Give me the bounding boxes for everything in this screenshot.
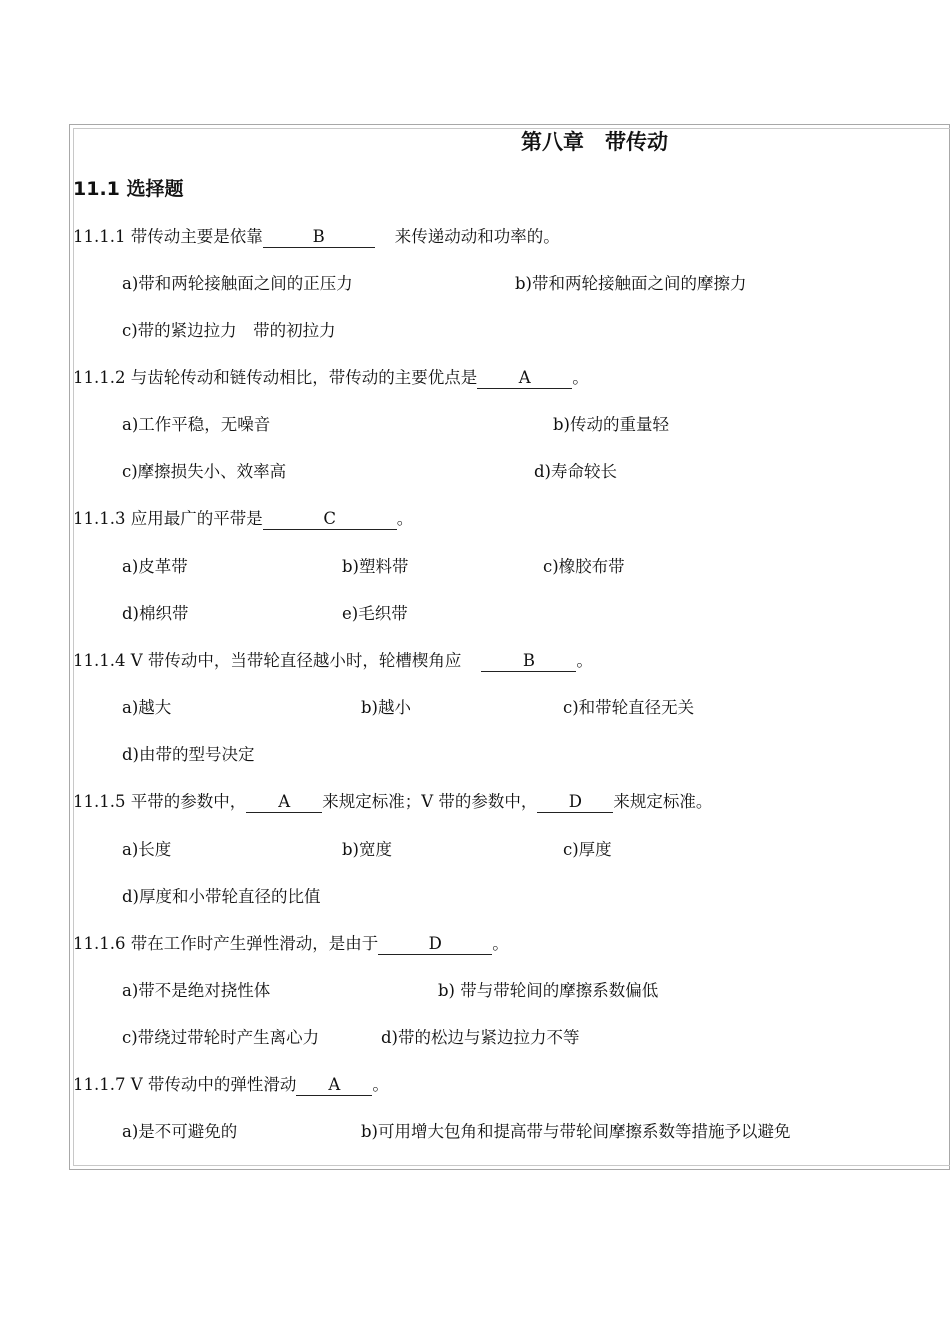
question-3-option-b: b)塑料带 (342, 557, 409, 576)
question-5-answer-2: D (537, 792, 613, 813)
question-1-option-a: a)带和两轮接触面之间的正压力 (122, 274, 353, 293)
question-7-option-a: a)是不可避免的 (122, 1122, 238, 1141)
question-1-answer: B (263, 227, 375, 248)
question-5 (73, 790, 712, 814)
question-2-answer: A (477, 368, 572, 389)
question-5-text-end: 来规定标准。 (613, 792, 713, 811)
question-5-option-d: d)厚度和小带轮直径的比值 (122, 887, 321, 906)
question-6-option-c: c)带绕过带轮时产生离心力 (122, 1028, 320, 1047)
question-7-option-b: b)可用增大包角和提高带与带轮间摩擦系数等措施予以避免 (361, 1122, 791, 1141)
question-6-text-end: 。 (492, 934, 509, 953)
question-4-option-d: d)由带的型号决定 (122, 745, 255, 764)
question-3-option-c: c)橡胶布带 (543, 557, 625, 576)
question-7-text-end: 。 (372, 1075, 389, 1094)
question-3-text: 11.1.3 应用最广的平带是 (73, 509, 263, 528)
question-2-option-c: c)摩擦损失小、效率高 (122, 462, 287, 481)
question-5-answer-1: A (246, 792, 322, 813)
question-4-option-b: b)越小 (361, 698, 411, 717)
question-1-text-end: 来传递动动和功率的。 (394, 227, 560, 246)
question-6 (73, 932, 509, 956)
question-7-text: 11.1.7 V 带传动中的弹性滑动 (73, 1075, 297, 1094)
question-1 (73, 225, 560, 249)
question-4 (73, 649, 593, 673)
question-2-option-d: d)寿命较长 (534, 462, 617, 481)
question-4-text: 11.1.4 V 带传动中，当带轮直径越小时，轮槽楔角应 (73, 651, 462, 670)
question-2-text: 11.1.2 与齿轮传动和链传动相比，带传动的主要优点是 (73, 368, 478, 387)
question-3 (73, 507, 413, 531)
section-title: 11.1 选择题 (73, 178, 184, 200)
question-3-option-a: a)皮革带 (122, 557, 188, 576)
question-5-option-b: b)宽度 (342, 840, 392, 859)
question-6-option-d: d)带的松边与紧边拉力不等 (381, 1028, 580, 1047)
question-6-answer: D (378, 934, 492, 955)
question-5-option-a: a)长度 (122, 840, 172, 859)
question-3-answer: C (263, 509, 397, 530)
question-6-option-b: b) 带与带轮间的摩擦系数偏低 (438, 981, 659, 1000)
question-6-text: 11.1.6 带在工作时产生弹性滑动，是由于 (73, 934, 379, 953)
question-2-option-a: a)工作平稳，无噪音 (122, 415, 271, 434)
question-5-option-c: c)厚度 (563, 840, 612, 859)
question-7 (73, 1073, 389, 1097)
question-4-option-a: a)越大 (122, 698, 172, 717)
question-3-option-e: e)毛织带 (342, 604, 408, 623)
question-5-text: 11.1.5 平带的参数中， (73, 792, 247, 811)
question-3-text-end: 。 (396, 509, 414, 528)
question-4-answer: B (481, 651, 576, 672)
question-2 (73, 366, 589, 390)
question-2-text-end: 。 (572, 368, 589, 387)
question-7-answer: A (296, 1075, 372, 1096)
question-4-option-c: c)和带轮直径无关 (563, 698, 695, 717)
question-5-text-mid: 来规定标准；V 带的参数中， (322, 792, 538, 811)
question-3-option-d: d)棉织带 (122, 604, 189, 623)
question-1-option-c: c)带的紧边拉力 带的初拉力 (122, 321, 336, 340)
question-6-option-a: a)带不是绝对挠性体 (122, 981, 271, 1000)
question-2-option-b: b)传动的重量轻 (553, 415, 669, 434)
question-4-text-end: 。 (576, 651, 593, 670)
chapter-title: 第八章 带传动 (521, 130, 668, 154)
question-1-text: 11.1.1 带传动主要是依靠 (73, 227, 263, 246)
question-1-option-b: b)带和两轮接触面之间的摩擦力 (515, 274, 747, 293)
